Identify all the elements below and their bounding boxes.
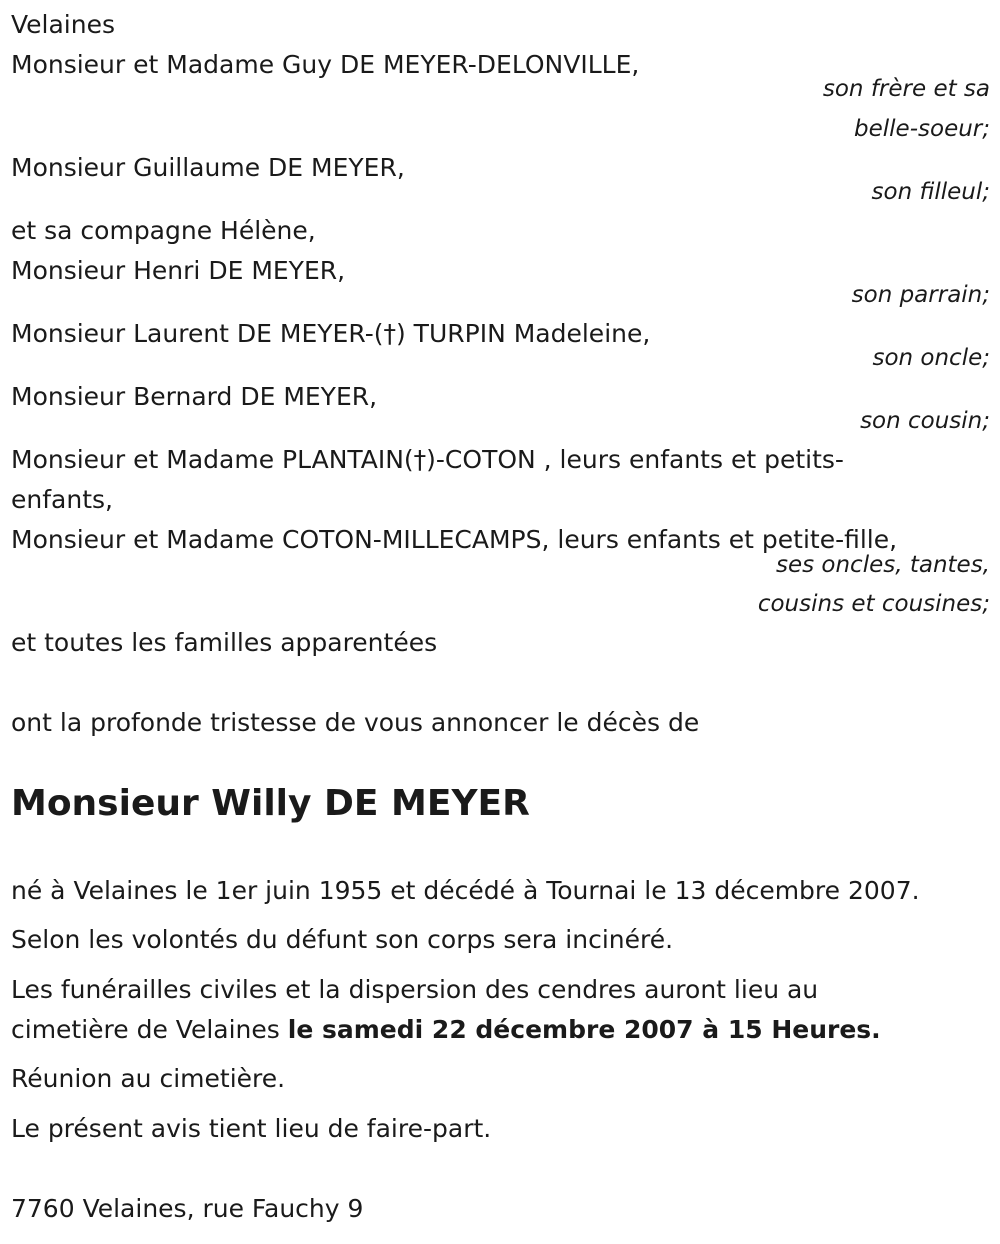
family-line-bernard: Monsieur Bernard DE MEYER,: [11, 382, 378, 411]
relation-laurent: son oncle;: [872, 345, 990, 371]
funeral-line-2: [11, 1010, 881, 1050]
meeting-line: Réunion au cimetière.: [11, 1064, 286, 1093]
family-line-laurent: Monsieur Laurent DE MEYER-(†) TURPIN Madeleine,: [11, 319, 651, 348]
family-line-millecamps: Monsieur et Madame COTON-MILLECAMPS, leurs enfants et petite-fille,: [11, 525, 898, 554]
announcement-intro: ont la profonde tristesse de vous annoncer le décès de: [11, 708, 700, 737]
place-heading: Velaines: [11, 10, 116, 39]
birth-death-line: né à Velaines le 1er juin 1955 et décédé à Tournai le 13 décembre 2007.: [11, 876, 920, 905]
family-line-guillaume: Monsieur Guillaume DE MEYER,: [11, 153, 405, 182]
family-line-henri: Monsieur Henri DE MEYER,: [11, 256, 346, 285]
relation-guy-1: son frère et sa: [822, 76, 990, 102]
family-line-plantain-2: enfants,: [11, 485, 113, 514]
family-line-guy: Monsieur et Madame Guy DE MEYER-DELONVILLE,: [11, 50, 640, 79]
relation-henri: son parrain;: [851, 282, 990, 308]
notice-line: Le présent avis tient lieu de faire-part.: [11, 1114, 492, 1143]
relation-group-2: cousins et cousines;: [757, 591, 990, 617]
relation-bernard: son cousin;: [860, 408, 990, 434]
address-line: 7760 Velaines, rue Fauchy 9: [11, 1194, 364, 1223]
family-line-all: et toutes les familles apparentées: [11, 628, 438, 657]
funeral-line-1: Les funérailles civiles et la dispersion des cendres auront lieu au: [11, 975, 819, 1004]
deceased-name: Monsieur Willy DE MEYER: [11, 783, 530, 824]
family-line-helene: et sa compagne Hélène,: [11, 216, 316, 245]
wishes-line: Selon les volontés du défunt son corps sera incinéré.: [11, 925, 674, 954]
funeral-date-time: le samedi 22 décembre 2007 à 15 Heures.: [287, 1015, 881, 1044]
relation-guy-2: belle-soeur;: [854, 116, 990, 142]
relation-guillaume: son filleul;: [871, 179, 990, 205]
family-line-plantain-1: Monsieur et Madame PLANTAIN(†)-COTON , leurs enfants et petits-: [11, 445, 844, 474]
funeral-line-2-prefix: cimetière de Velaines: [11, 1015, 288, 1044]
relation-group-1: ses oncles, tantes,: [775, 552, 990, 578]
